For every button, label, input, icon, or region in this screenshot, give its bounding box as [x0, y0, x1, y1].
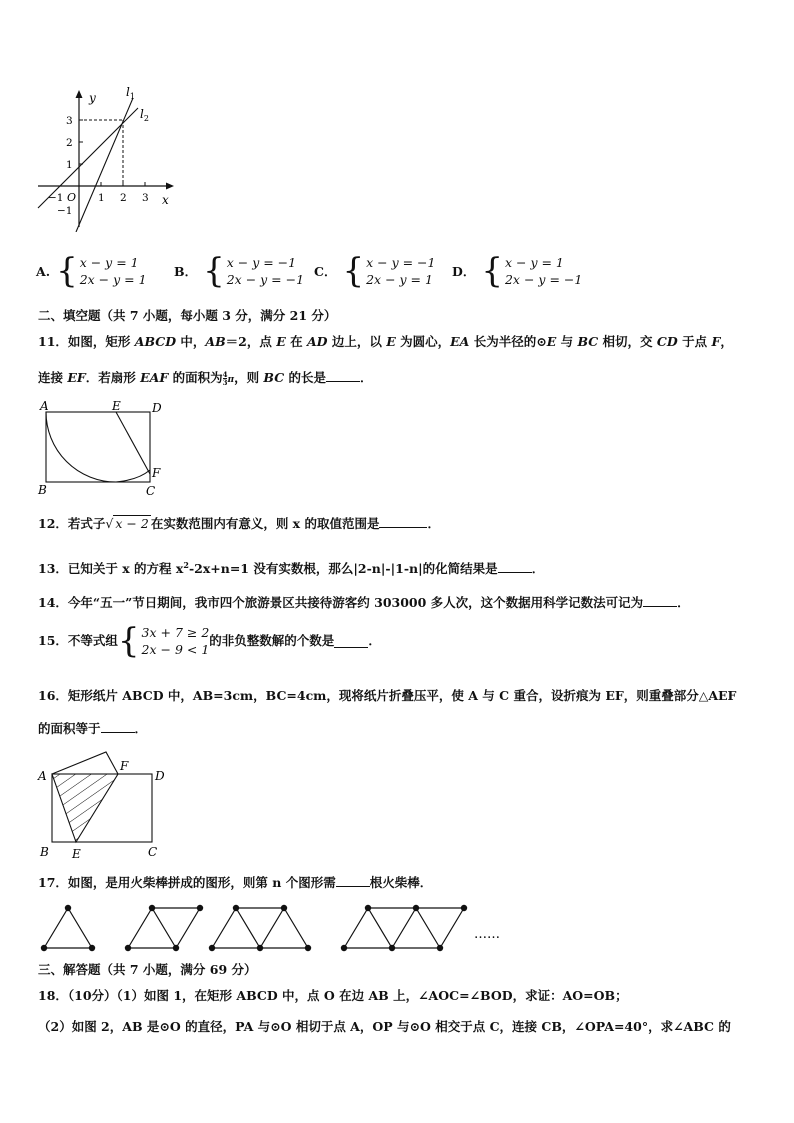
question-17: 17．如图，是用火柴棒拼成的图形，则第 n 个图形需 根火柴棒． — [38, 875, 433, 890]
origin-label: O — [67, 191, 77, 204]
pattern-2 — [152, 908, 200, 948]
section-heading: 三、解答题（共 7 小题，满分 69 分） — [38, 962, 257, 977]
inequality-system — [117, 621, 210, 661]
point-label-a: A — [40, 399, 49, 413]
section-heading: 二、填空题（共 7 小题，每小题 3 分，满分 21 分） — [38, 308, 337, 323]
point-label-c: C — [148, 845, 158, 859]
x-tick-label: −1 — [48, 192, 64, 204]
equation-system — [481, 251, 583, 291]
question-18-line-2: （2）如图 2，AB 是⊙O 的直径，PA 与⊙O 相切于点 A，OP 与⊙O 相交于点 C，连接 CB，∠OPA=40°，求∠ABC 的 — [38, 1019, 731, 1034]
rectangle-abcd — [46, 412, 150, 482]
question-15: 15．不等式组 { 3x + 7 ≥ 2 2x − 9 < 1 的非负整数解的个数是 ． — [38, 621, 381, 661]
answer-blank[interactable] — [334, 635, 368, 648]
option-c[interactable] — [314, 251, 436, 291]
arc-af — [46, 412, 150, 482]
brace: { — [342, 251, 365, 291]
y-tick-label: 1 — [66, 159, 73, 171]
y-tick-label: −1 — [57, 205, 73, 217]
point-label-d: D — [155, 769, 165, 783]
l2-label: $l_2$ — [140, 107, 149, 123]
segment-ef — [116, 412, 150, 474]
question-14: 14．今年“五一”节日期间，我市四个旅游景区共接待游客约 303000 多人次，这个数据用科学记数法可记为 ． — [38, 595, 690, 610]
point-label-b: B — [38, 483, 47, 497]
matchstick-patterns-figure — [34, 898, 514, 956]
brace: { — [481, 251, 503, 291]
brace: { — [117, 621, 140, 661]
point-label-f: F — [120, 759, 129, 773]
question-13: 13．已知关于 x 的方程 $x^2-2x+n=1$ 没有实数根，那么|2-n|-|1-n|的化简结果是 ． — [38, 560, 545, 577]
x-axis-arrow — [166, 183, 174, 190]
equation-system — [203, 251, 305, 291]
point-label-b: B — [40, 845, 49, 859]
equation-system — [56, 251, 147, 291]
y-tick-label: 3 — [66, 115, 73, 127]
option-label: A. — [36, 263, 51, 279]
point-label-c: C — [146, 484, 156, 498]
equation: x − y = 1 — [504, 255, 564, 270]
folded-rectangle-figure — [34, 748, 174, 862]
x-tick-label: 3 — [142, 192, 149, 204]
l1-label: $l_1$ — [126, 85, 135, 101]
line-l1 — [76, 98, 133, 232]
point-label-e: E — [112, 399, 121, 413]
answer-blank[interactable] — [643, 594, 677, 607]
brace: { — [56, 251, 78, 291]
answer-blank[interactable] — [379, 515, 427, 528]
x-axis-label: x — [162, 193, 169, 207]
point-label-e: E — [72, 847, 81, 861]
option-d[interactable] — [452, 251, 583, 291]
option-label: D． — [452, 264, 476, 279]
equation: 2x − y = −1 — [226, 272, 305, 287]
folded-flap — [52, 752, 118, 774]
answer-blank[interactable] — [336, 874, 370, 887]
y-axis-arrow — [76, 90, 83, 98]
equation: 2x − y = 1 — [366, 272, 433, 287]
question-18-line-1: 18．（10分）（1）如图 1，在矩形 ABCD 中，点 O 在边 AB 上，∠AOC=∠BOD，求证：AO=OB； — [38, 988, 628, 1003]
equation-system — [342, 251, 436, 291]
question-11-line-1: 11．如图，矩形 ABCD 中，AB＝2，点 E 在 AD 边上，以 E 为圆心，EA 长为半径的⊙E 与 BC 相切，交 CD 于点 F， — [38, 334, 733, 349]
x-tick-label: 1 — [98, 192, 105, 204]
answer-blank[interactable] — [326, 369, 360, 382]
point-label-a: A — [38, 769, 47, 783]
rectangle-sector-figure — [34, 398, 174, 500]
x-tick-label: 2 — [120, 192, 127, 204]
y-tick-label: 2 — [66, 137, 73, 149]
equation: 2x − y = 1 — [79, 272, 147, 287]
equation: x − y = −1 — [366, 255, 436, 270]
y-axis-label: y — [89, 91, 96, 105]
fraction: $\frac{4}{3}$ — [222, 370, 228, 387]
question-16-line-2: 的面积等于 ． — [38, 721, 148, 736]
option-a[interactable] — [36, 251, 147, 291]
point-label-f: F — [152, 466, 161, 480]
point-label-d: D — [152, 401, 162, 415]
equation: x − y = −1 — [226, 255, 297, 270]
square-root: √ x − 2 — [105, 516, 149, 531]
question-16-line-1: 16．矩形纸片 ABCD 中，AB=3cm，BC=4cm，现将纸片折叠压平，使 A 与 C 重合，设折痕为 EF，则重叠部分△AEF — [38, 688, 737, 703]
answer-blank[interactable] — [498, 560, 532, 573]
option-label: B． — [174, 264, 198, 279]
equation: x − y = 1 — [79, 255, 139, 270]
option-b[interactable] — [174, 251, 305, 291]
pattern-1 — [44, 908, 92, 948]
question-12: 12．若式子√ x − 2 在实数范围内有意义，则 x 的取值范围是 ． — [38, 516, 440, 531]
linear-graph-figure — [34, 82, 184, 232]
brace: { — [203, 251, 225, 291]
inequality: 2x − 9 < 1 — [141, 642, 210, 657]
overlap-triangle-aef — [52, 774, 118, 842]
answer-blank[interactable] — [101, 720, 135, 733]
inequality: 3x + 7 ≥ 2 — [141, 625, 210, 640]
ellipsis: …… — [474, 927, 500, 942]
question-11-line-2: 连接 EF．若扇形 EAF 的面积为 $\frac{4}{3}$ π，则 BC 的长是 ． — [38, 370, 373, 387]
equation: 2x − y = −1 — [504, 272, 583, 287]
option-label: C． — [314, 264, 337, 279]
